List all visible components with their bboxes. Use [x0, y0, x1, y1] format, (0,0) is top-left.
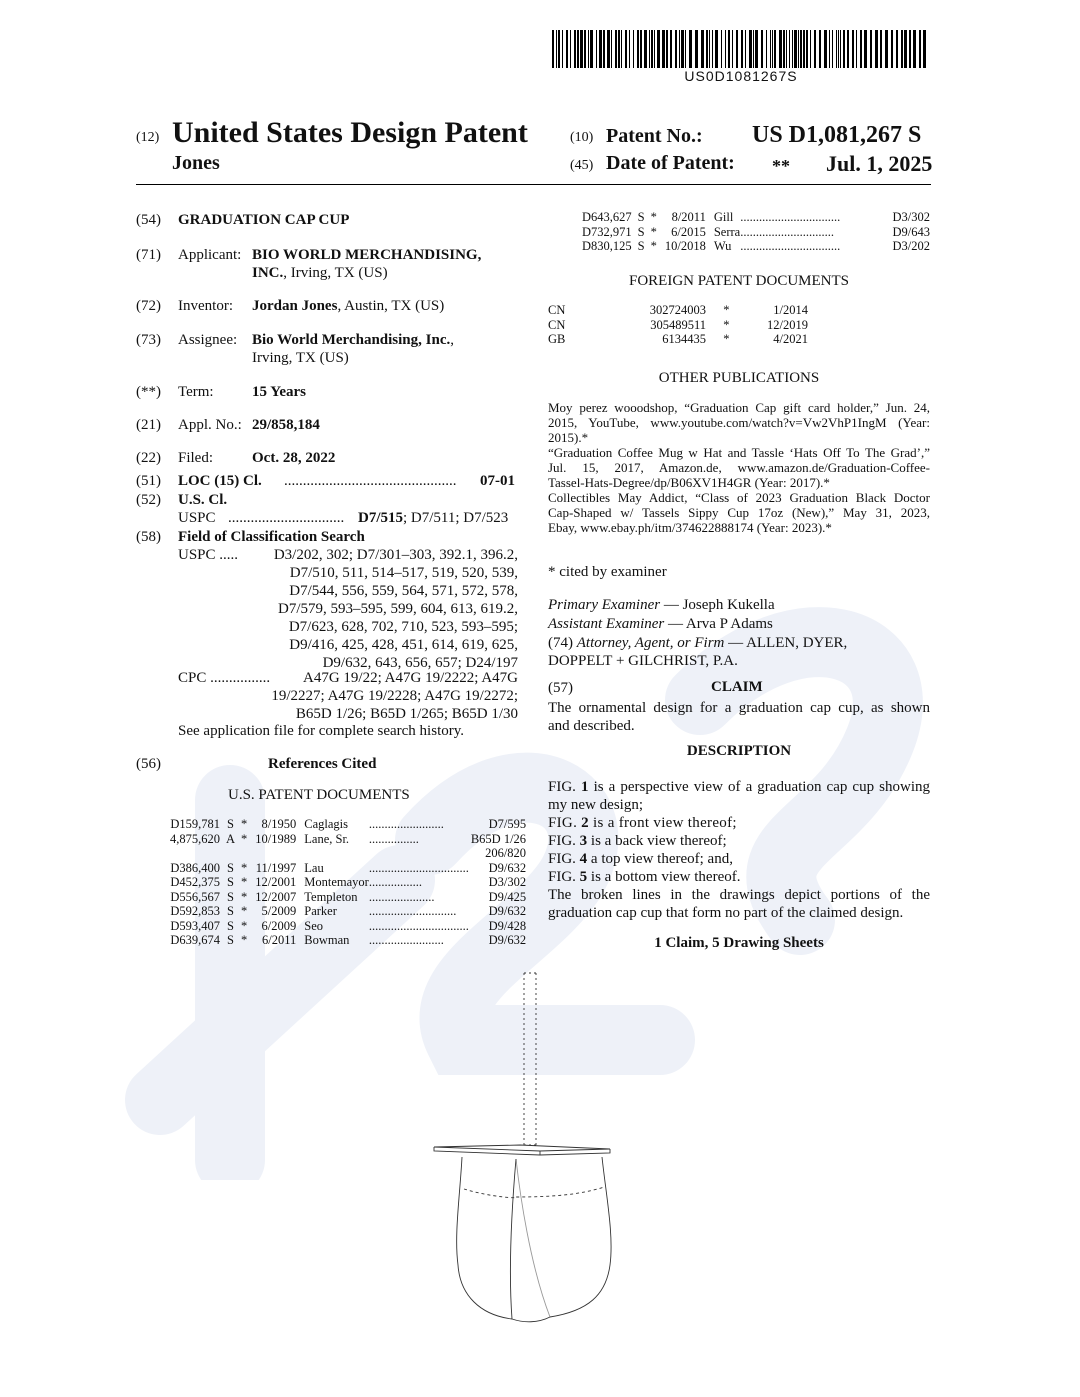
- citation-k: S: [227, 889, 234, 904]
- citation-cls: 206/820: [485, 846, 527, 860]
- barcode-bar: [847, 30, 849, 68]
- citation-no: D452,375: [170, 875, 220, 889]
- foreign-doc-date: 12/2019: [767, 317, 808, 332]
- citation-cls: D9/428: [488, 918, 527, 933]
- barcode-bar: [770, 30, 771, 68]
- code-73: (73): [136, 332, 161, 348]
- code-22: (22): [136, 450, 161, 466]
- barcode-bar: [625, 30, 627, 68]
- fig1-line1: FIG. 1 is a perspective view of a graduation cap cup showing: [548, 779, 930, 795]
- citation-date: 12/2007: [255, 889, 297, 904]
- barcode-bar: [709, 30, 710, 68]
- citation-date: 6/2009: [261, 918, 297, 933]
- citation-no: D639,674: [170, 933, 220, 947]
- citation-name: Seo: [304, 918, 324, 933]
- barcode-bar: [766, 30, 767, 68]
- citation-name: Lane, Sr.: [304, 831, 350, 846]
- patent-number: US D1,081,267 S: [752, 122, 922, 148]
- citation-name: Montemayor: [304, 875, 369, 889]
- citation-row: [170, 904, 526, 919]
- barcode-bar: [901, 30, 903, 68]
- publication-line: Moy perez wooodshop, “Graduation Cap gift card holder,” Jun. 24,: [548, 400, 930, 415]
- other-publications-list: [548, 400, 930, 535]
- citation-k: S: [227, 860, 234, 875]
- citation-s: *: [241, 875, 248, 889]
- assistant-examiner: Assistant Examiner — Arva P Adams: [548, 616, 773, 632]
- barcode-bar: [745, 30, 746, 68]
- barcode-bar: [836, 30, 837, 68]
- publication-line: 2015).*: [548, 430, 589, 445]
- attorney-line1: (74) Attorney, Agent, or Firm — ALLEN, DYER,: [548, 635, 848, 651]
- citation-s: *: [241, 918, 248, 933]
- foreign-doc-row: [548, 318, 808, 333]
- assignee-line2: Irving, TX (US): [252, 350, 349, 366]
- citation-cls: D3/202: [892, 239, 930, 253]
- fig5-line: FIG. 5 is a bottom view thereof.: [548, 869, 741, 885]
- code-71: (71): [136, 247, 161, 263]
- search-history-note: See application file for complete search history.: [178, 723, 465, 739]
- barcode-bar: [566, 30, 568, 68]
- citation-name: Caglagis: [304, 817, 349, 831]
- us-patent-docs-table: [170, 817, 527, 948]
- citation-cls: D7/595: [488, 817, 527, 831]
- us-patent-docs-heading: U.S. PATENT DOCUMENTS: [228, 787, 410, 803]
- barcode-bar: [621, 30, 622, 68]
- code-54: (54): [136, 212, 161, 228]
- citation-cls: D9/425: [488, 889, 527, 904]
- barcode-bar: [574, 30, 576, 68]
- citation-dots: ............................: [368, 904, 457, 918]
- barcode-bar: [662, 30, 665, 68]
- graduation-cap-cup-drawing: [420, 965, 660, 1355]
- filed-value: Oct. 28, 2022: [252, 450, 336, 466]
- barcode-bar: [644, 30, 647, 68]
- citation-k: S: [637, 224, 645, 239]
- barcode-bar: [701, 30, 704, 68]
- loc-dots: ..............................................: [284, 473, 457, 489]
- citation-name: Templeton: [304, 889, 358, 904]
- citation-row: [170, 817, 526, 832]
- citation-no: [170, 846, 220, 861]
- foreign-doc-s: *: [723, 332, 730, 346]
- citation-k: [220, 846, 235, 861]
- citation-date: 8/1950: [261, 817, 297, 831]
- foreign-doc-no: 305489511: [650, 317, 707, 332]
- barcode-bar: [904, 30, 907, 68]
- field-search-label: Field of Classification Search: [178, 529, 365, 545]
- foreign-doc-date: 1/2014: [773, 303, 808, 317]
- citation-date: 8/2011: [671, 210, 706, 224]
- publication-line: “Graduation Coffee Mug w Hat and Tassle ‘Hats Off To The Grad’,”: [548, 445, 930, 460]
- us-patent-docs-cont-table: [582, 210, 930, 254]
- citation-no: D830,125: [582, 239, 632, 253]
- barcode: [552, 30, 930, 68]
- claim-heading: CLAIM: [711, 679, 763, 695]
- barcode-bar: [615, 30, 617, 68]
- document-title: United States Design Patent: [172, 116, 528, 149]
- barcode-bar: [789, 30, 790, 68]
- header-rule: [136, 184, 931, 185]
- uspc-value: D7/515; D7/511; D7/523: [358, 510, 509, 526]
- other-publication: [548, 400, 930, 445]
- us-cl-label: U.S. Cl.: [178, 492, 228, 508]
- barcode-bar: [885, 30, 888, 68]
- applicant-label: Applicant:: [178, 247, 242, 263]
- claims-sheets-summary: 1 Claim, 5 Drawing Sheets: [654, 935, 824, 951]
- code-term: (**): [136, 384, 161, 400]
- barcode-bar: [607, 30, 610, 68]
- citation-dots: ................................: [740, 210, 841, 224]
- broken-lines-line2: graduation cap cup that form no part of the claimed design.: [548, 905, 904, 921]
- code-21: (21): [136, 417, 161, 433]
- barcode-bar: [860, 30, 862, 68]
- barcode-bar: [640, 30, 642, 68]
- barcode-bar: [670, 30, 672, 68]
- loc-label: LOC (15) Cl.: [178, 473, 262, 489]
- code-52: (52): [136, 492, 161, 508]
- citation-date: 6/2015: [671, 224, 706, 239]
- barcode-bar: [681, 30, 684, 68]
- citation-cls: D3/302: [488, 875, 527, 889]
- primary-examiner: Primary Examiner — Joseph Kukella: [548, 597, 775, 613]
- citation-no: D159,781: [170, 817, 220, 831]
- citation-no: D732,971: [582, 224, 632, 239]
- barcode-bar: [814, 30, 816, 68]
- barcode-bar: [923, 30, 926, 68]
- citation-k: S: [227, 918, 234, 933]
- barcode-bar: [761, 30, 763, 68]
- publication-line: 2015, YouTube, www.youtube.com/watch?v=Vw2VhP1IngM (Year:: [548, 415, 930, 430]
- code-58: (58): [136, 529, 161, 545]
- code-57: (57): [548, 680, 573, 696]
- citation-s: *: [241, 904, 248, 918]
- citation-date: 6/2011: [262, 933, 297, 947]
- citation-row: [170, 890, 526, 905]
- barcode-bar: [783, 30, 785, 68]
- barcode-bar: [864, 30, 867, 68]
- citation-row: [170, 832, 526, 847]
- barcode-bar: [728, 30, 730, 68]
- foreign-doc-s: *: [723, 303, 730, 317]
- barcode-bar: [712, 30, 713, 68]
- citation-dots: ................................: [368, 860, 469, 875]
- barcode-bar: [695, 30, 698, 68]
- fig1-line2: my new design;: [548, 797, 643, 813]
- code-56: (56): [136, 756, 161, 772]
- barcode-bar: [588, 30, 589, 68]
- barcode-bar: [870, 30, 872, 68]
- barcode-bar: [824, 30, 827, 68]
- foreign-doc-row: [548, 303, 808, 318]
- publication-line: Collectibles May Addict, “Class of 2023 Graduation Black Doctor: [548, 490, 930, 505]
- citation-dots: ................................: [368, 918, 469, 933]
- barcode-bar: [919, 30, 921, 68]
- barcode-bar: [556, 30, 557, 68]
- barcode-bar: [552, 30, 554, 68]
- inventor-label: Inventor:: [178, 298, 233, 314]
- applicant-line1: BIO WORLD MERCHANDISING,: [252, 247, 482, 263]
- barcode-bar: [633, 30, 634, 68]
- barcode-bar: [786, 30, 787, 68]
- barcode-bar: [657, 30, 660, 68]
- claim-text: The ornamental design for a graduation cap cup, as shown and described.: [548, 700, 930, 734]
- citation-dots: ........................: [368, 933, 444, 947]
- barcode-bar: [651, 30, 653, 68]
- patent-no-label: Patent No.:: [606, 125, 703, 147]
- citation-k: S: [227, 933, 234, 947]
- barcode-bar: [753, 30, 754, 68]
- citation-name: [296, 846, 369, 861]
- barcode-bar: [913, 30, 916, 68]
- foreign-doc-no: 302724003: [649, 303, 707, 317]
- field-uspc-label: USPC .....: [178, 547, 239, 563]
- code-12: (12): [136, 130, 160, 145]
- citation-date: 5/2009: [261, 904, 297, 918]
- citation-no: D556,567: [170, 889, 220, 904]
- citation-no: D386,400: [170, 860, 220, 875]
- citation-name: Parker: [304, 904, 337, 918]
- barcode-bar: [843, 30, 845, 68]
- citation-name: Gill: [713, 210, 734, 224]
- barcode-bar: [803, 30, 805, 68]
- citation-k: A: [226, 831, 236, 846]
- citation-no: D643,627: [582, 210, 632, 224]
- citation-s: *: [650, 239, 657, 253]
- citation-no: 4,875,620: [170, 831, 220, 846]
- term-value: 15 Years: [252, 384, 307, 400]
- barcode-bar: [689, 30, 692, 68]
- citation-row: [170, 933, 526, 948]
- citation-s: *: [650, 224, 657, 239]
- references-cited-heading: References Cited: [268, 756, 377, 772]
- foreign-doc-cc: CN: [548, 317, 566, 332]
- loc-value: 07-01: [480, 473, 515, 489]
- barcode-bar: [838, 30, 839, 68]
- citation-dots: ........................: [368, 817, 444, 831]
- broken-lines-line1: The broken lines in the drawings depict portions of the: [548, 887, 930, 903]
- barcode-bar: [649, 30, 650, 68]
- citation-name: Bowman: [304, 933, 350, 947]
- barcode-bar: [685, 30, 686, 68]
- foreign-docs-table: [548, 303, 808, 347]
- citation-s: *: [241, 831, 248, 846]
- citation-name: Serra: [713, 224, 741, 239]
- citation-dots: [369, 846, 469, 861]
- barcode-bar: [599, 30, 602, 68]
- barcode-bar: [852, 30, 854, 68]
- citation-s: [235, 846, 247, 861]
- barcode-bar: [798, 30, 799, 68]
- citation-s: *: [650, 210, 657, 224]
- barcode-bar: [618, 30, 620, 68]
- code-45: (45): [570, 158, 594, 173]
- citation-row: [170, 861, 526, 876]
- citation-no: D593,407: [170, 918, 220, 933]
- cited-by-examiner-note: * cited by examiner: [548, 564, 667, 580]
- citation-dots: ..............................: [740, 224, 834, 239]
- field-cpc-label: CPC ................: [178, 670, 271, 686]
- barcode-bar: [856, 30, 857, 68]
- barcode-bar: [891, 30, 893, 68]
- fig2-line: FIG. 2 is a front view thereof;: [548, 815, 737, 831]
- barcode-bar: [749, 30, 752, 68]
- barcode-bar: [725, 30, 726, 68]
- barcode-bar: [715, 30, 718, 68]
- fig4-line: FIG. 4 a top view thereof; and,: [548, 851, 733, 867]
- barcode-number: US0D1081267S: [684, 68, 798, 84]
- code-10: (10): [570, 130, 594, 145]
- barcode-bar: [840, 30, 841, 68]
- fig3-line: FIG. 3 is a back view thereof;: [548, 833, 727, 849]
- figure-descriptions: [548, 778, 930, 922]
- other-publication: [548, 490, 930, 535]
- other-publication: [548, 445, 930, 490]
- citation-dots: .................: [368, 875, 422, 889]
- citation-no: D592,853: [170, 904, 220, 918]
- foreign-doc-date: 4/2021: [773, 332, 808, 346]
- inventor-surname: Jones: [172, 152, 220, 174]
- barcode-bar: [755, 30, 758, 68]
- term-label: Term:: [178, 384, 214, 400]
- citation-dots: ................: [368, 831, 419, 846]
- barcode-bar: [806, 30, 808, 68]
- citation-date: 10/1989: [255, 831, 297, 846]
- appl-no-value: 29/858,184: [252, 417, 320, 433]
- barcode-bar: [779, 30, 782, 68]
- barcode-bar: [629, 30, 630, 68]
- uspc-label: USPC: [178, 510, 216, 526]
- barcode-bar: [896, 30, 898, 68]
- code-72: (72): [136, 298, 161, 314]
- patent-date: Jul. 1, 2025: [826, 151, 933, 176]
- citation-s: *: [241, 889, 248, 904]
- barcode-bar: [580, 30, 583, 68]
- publication-line: Cap-Shaped w/ Tassels Sippy Cup 17oz (New),” May 31, 2023,: [548, 505, 930, 520]
- citation-row: [582, 239, 930, 254]
- citation-date: 12/2001: [255, 875, 297, 889]
- barcode-bar: [810, 30, 811, 68]
- barcode-bar: [577, 30, 579, 68]
- foreign-doc-cc: GB: [548, 332, 566, 346]
- citation-k: S: [227, 875, 234, 889]
- barcode-bar: [875, 30, 878, 68]
- barcode-bar: [558, 30, 560, 68]
- inventor-value: Jordan Jones, Austin, TX (US): [252, 298, 445, 314]
- barcode-bar: [741, 30, 743, 68]
- foreign-doc-cc: CN: [548, 303, 566, 317]
- barcode-bar: [675, 30, 677, 68]
- barcode-bar: [596, 30, 597, 68]
- foreign-doc-s: *: [723, 317, 730, 332]
- citation-cls: D3/302: [892, 210, 930, 224]
- date-label: Date of Patent:: [606, 152, 735, 174]
- citation-k: S: [637, 210, 645, 224]
- citation-cls: D9/632: [488, 904, 527, 918]
- barcode-bar: [584, 30, 586, 68]
- barcode-bar: [829, 30, 830, 68]
- design-title: GRADUATION CAP CUP: [178, 212, 350, 228]
- barcode-bar: [794, 30, 797, 68]
- barcode-bar: [603, 30, 605, 68]
- citation-cls: D9/643: [892, 224, 930, 239]
- citation-cls: B65D 1/26: [470, 831, 527, 846]
- citation-cls: D9/632: [488, 933, 527, 947]
- citation-date: 11/1997: [255, 860, 297, 875]
- citation-k: S: [227, 817, 234, 831]
- date-marker: **: [772, 156, 790, 176]
- barcode-bar: [832, 30, 833, 68]
- citation-k: S: [637, 239, 645, 253]
- publication-line: Jul. 15, 2017, Amazon.de, www.amazon.de/Graduation-Coffee-: [548, 460, 930, 475]
- assignee-line1: Bio World Merchandising, Inc.,: [252, 332, 454, 348]
- barcode-bar: [792, 30, 793, 68]
- publication-line: Tassel-Hats-Degree/dp/B06XV1H4GR (Year: 2017).*: [548, 475, 830, 490]
- other-publications-heading: OTHER PUBLICATIONS: [658, 370, 820, 386]
- foreign-docs-heading: FOREIGN PATENT DOCUMENTS: [628, 273, 850, 289]
- field-cpc-lines: A47G 19/22; A47G 19/2222; A47G 19/2227; A47G 19/2228; A47G 19/2272; B65D 1/26; B65D 1/265; B65D 1/30: [271, 670, 518, 722]
- barcode-bar: [706, 30, 708, 68]
- field-uspc-lines: D3/202, 302; D7/301–303, 392.1, 396.2, D7/510, 511, 514–517, 519, 520, 539, D7/544, 556, 559, 564, 571, 572, 578, D7/579, 593–595, 599, 604, 613, 619.2, D7/623, 628, 702, 710, 523, 593–595; D9/416, 425, 428, 451, 614, 619, 625, D9/632, 643, 656, 657; D24/197: [273, 547, 518, 671]
- assignee-label: Assignee:: [178, 332, 238, 348]
- citation-name: Wu: [713, 239, 732, 253]
- appl-no-label: Appl. No.:: [178, 417, 242, 433]
- citation-date: [247, 846, 296, 861]
- barcode-bar: [721, 30, 722, 68]
- barcode-bar: [819, 30, 821, 68]
- barcode-bar: [637, 30, 639, 68]
- barcode-bar: [611, 30, 612, 68]
- barcode-bar: [570, 30, 571, 68]
- citation-row: [170, 919, 526, 934]
- citation-s: *: [241, 860, 248, 875]
- citation-s: *: [241, 817, 248, 831]
- citation-cls: D9/632: [488, 860, 527, 875]
- description-heading: DESCRIPTION: [686, 743, 792, 759]
- citation-row: [170, 846, 526, 861]
- applicant-line2: INC., Irving, TX (US): [252, 265, 388, 281]
- foreign-doc-no: 6134435: [662, 332, 707, 346]
- citation-s: *: [241, 933, 248, 947]
- barcode-bar: [654, 30, 655, 68]
- filed-label: Filed:: [178, 450, 214, 466]
- citation-k: S: [227, 904, 234, 918]
- publication-line: Ebay, www.ebay.ph/itm/374622888174 (Year: 2023).*: [548, 520, 832, 535]
- barcode-bar: [732, 30, 733, 68]
- barcode-bar: [679, 30, 680, 68]
- barcode-bar: [772, 30, 773, 68]
- barcode-bar: [736, 30, 738, 68]
- citation-row: [170, 875, 526, 890]
- barcode-bar: [666, 30, 668, 68]
- barcode-bar: [774, 30, 776, 68]
- citation-row: [582, 225, 930, 240]
- uspc-dots: ...............................: [228, 510, 345, 526]
- barcode-bar: [880, 30, 882, 68]
- barcode-bar: [909, 30, 911, 68]
- foreign-doc-row: [548, 332, 808, 347]
- citation-dots: ................................: [740, 239, 841, 253]
- barcode-bar: [562, 30, 563, 68]
- attorney-line2: DOPPELT + GILCHRIST, P.A.: [548, 653, 738, 669]
- citation-dots: .....................: [368, 889, 435, 904]
- citation-name: Lau: [304, 860, 324, 875]
- citation-row: [582, 210, 930, 225]
- barcode-bar: [590, 30, 593, 68]
- citation-date: 10/2018: [664, 239, 706, 253]
- code-51: (51): [136, 473, 161, 489]
- barcode-bar: [800, 30, 802, 68]
